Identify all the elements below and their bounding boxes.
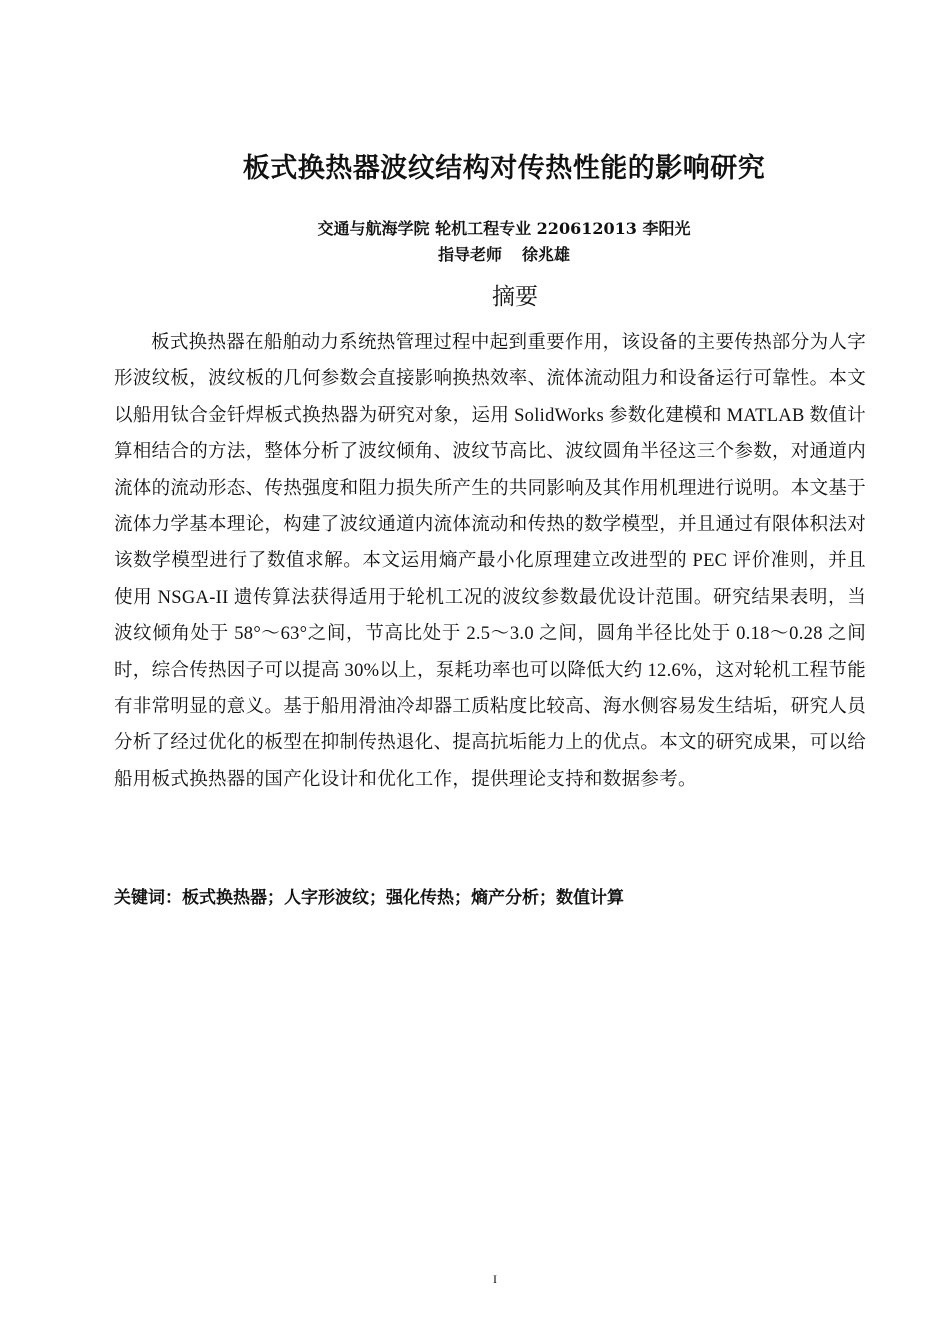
abstract-paragraph: 板式换热器在船舶动力系统热管理过程中起到重要作用，该设备的主要传热部分为人字形波纹板，波纹板的几何参数会直接影响换热效率、流体流动阻力和设备运行可靠性。本文以船用钛合金钎焊板式换热器为研究对象，运用 SolidWorks 参数化建模和 MATLAB 数值计算相结合的方法，整体分析了波纹倾角、波纹节高比、波纹圆角半径这三个参数，对通道内流体的流动形态、传热强度和阻力损失所产生的共同影响及其作用机理进行说明。本文基于流体力学基本理论，构建了波纹通道内流体流动和传热的数学模型，并且通过有限体积法对该数学模型进行了数值求解。本文运用熵产最小化原理建立改进型的 PEC 评价准则，并且使用 NSGA-II 遗传算法获得适用于轮机工况的波纹参数最优设计范围。研究结果表明，当波纹倾角处于 58°～63°之间，节高比处于 2.5～3.0 之间，圆角半径比处于 0.18～0.28 之间时，综合传热因子可以提高 30%以上，泵耗功率也可以降低大约 12.6%，这对轮机工程节能有非常明显的意义。基于船用滑油冷却器工质粘度比较高、海水侧容易发生结垢，研究人员分析了经过优化的板型在抑制传热退化、提高抗垢能力上的优点。本文的研究成果，可以给船用板式换热器的国产化设计和优化工作，提供理论支持和数据参考。: [114, 333, 867, 790]
advisor-label: 指导老师: [437, 245, 502, 264]
abstract-heading: 摘要: [492, 284, 538, 310]
keywords-line: 关键词：板式换热器；人字形波纹；强化传热；熵产分析；数值计算: [114, 888, 624, 908]
advisor-line: [58, 242, 950, 268]
page-number: I: [493, 1272, 497, 1286]
paper-title: 板式换热器波纹结构对传热性能的影响研究: [242, 153, 766, 184]
advisor-name: 徐兆雄: [522, 245, 571, 264]
author-block: [0, 216, 950, 268]
author-line: 交通与航海学院 轮机工程专业 220612013 李阳光: [317, 219, 691, 238]
